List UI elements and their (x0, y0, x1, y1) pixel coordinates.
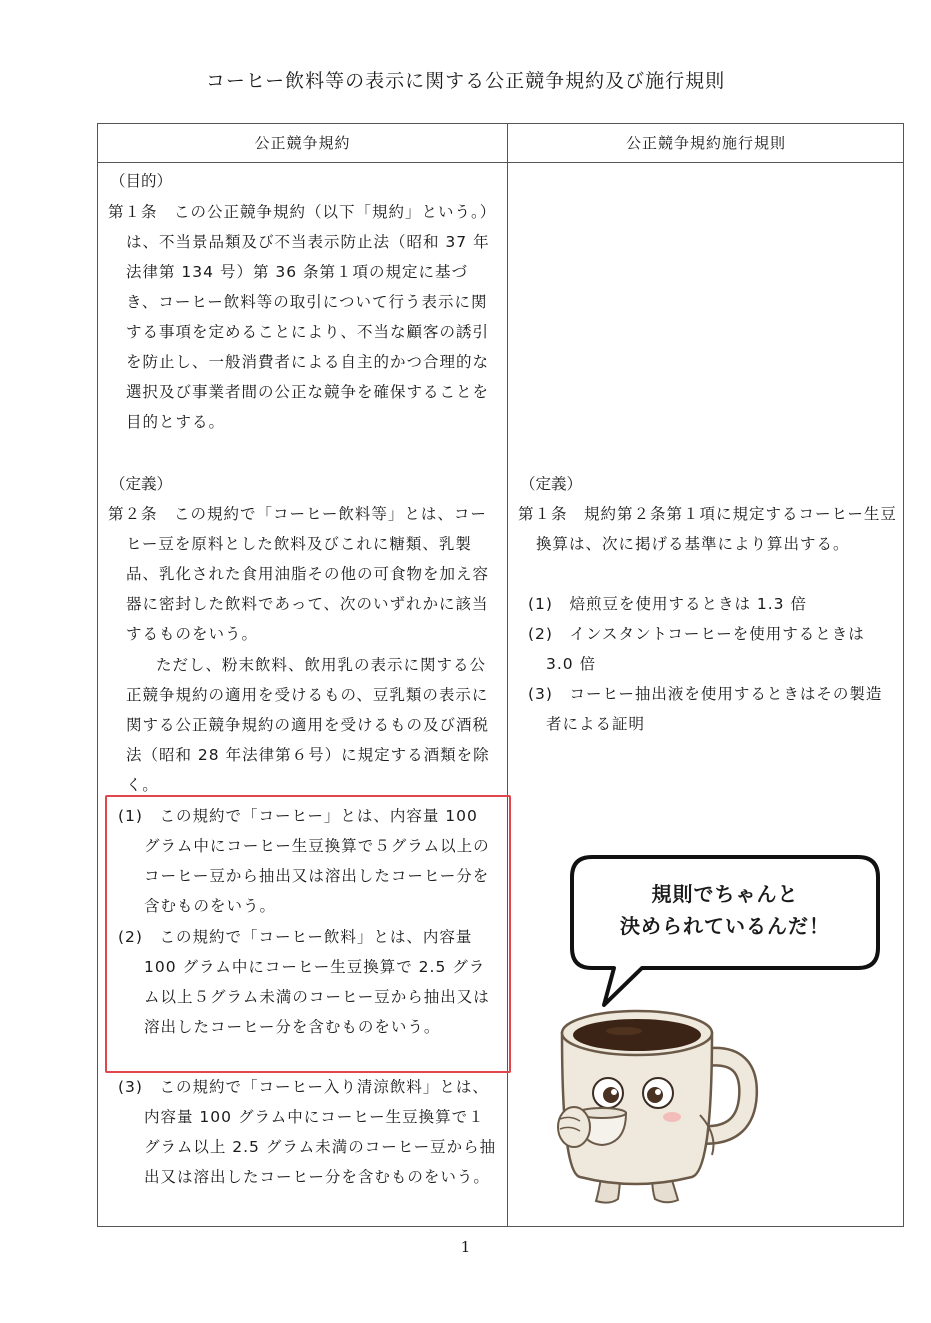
speech-bubble-text (570, 878, 880, 942)
left-article-1: 第１条 この公正競争規約（以下「規約」という。）は、不当景品類及び不当表示防止法（昭和 37 年法律第 134 号）第 36 条第１項の規定に基づき、コーヒー飲料等の取引について行う表示に関する事項を定めることにより、不当な顧客の誘引を防止し、一般消費者による自主的かつ合理的な選択及び事業者間の公正な競争を確保することを目的とする。 (108, 203, 497, 431)
left-definition-heading: （定義） (110, 475, 173, 493)
right-item-instant-coffee: (2) インスタントコーヒーを使用するときは 3.0 倍 (528, 625, 865, 673)
right-item-coffee-extract: (3) コーヒー抽出液を使用するときはその製造者による証明 (528, 685, 883, 733)
right-definition-heading: （定義） (520, 475, 583, 493)
left-article-2: 第２条 この規約で「コーヒー飲料等」とは、コーヒー豆を原料とした飲料及びこれに糖類、乳製品、乳化された食用油脂その他の可食物を加え容器に密封した飲料であって、次のいずれかに該当するものをいう。 (108, 505, 490, 643)
coffee-mug-mascot-icon (540, 995, 760, 1210)
left-column-header: 公正競争規約 (254, 134, 351, 152)
highlight-box (105, 795, 511, 1073)
item-coffee-definition: (1) この規約で「コーヒー」とは、内容量 100 グラム中にコーヒー生豆換算で５グラム以上のコーヒー豆から抽出又は溶出したコーヒー分を含むものをいう。 (118, 807, 490, 915)
right-column-header: 公正競争規約施行規則 (625, 134, 786, 152)
right-article-1: 第１条 規約第２条第１項に規定するコーヒー生豆換算は、次に掲げる基準により算出する。 (518, 505, 897, 553)
purpose-heading: （目的） (110, 172, 173, 190)
document-title: コーヒー飲料等の表示に関する公正競争規約及び施行規則 (205, 70, 726, 92)
left-article-2-proviso: ただし、粉末飲料、飲用乳の表示に関する公正競争規約の適用を受けるもの、豆乳類の表示に関する公正競争規約の適用を受けるもの及び酒税法（昭和 28 年法律第６号）に規定する酒類を除く。 (126, 656, 490, 794)
right-item-roasted-beans: (1) 焙煎豆を使用するときは 1.3 倍 (528, 595, 807, 613)
item-coffee-soft-drink-definition: (3) この規約で「コーヒー入り清涼飲料」とは、 内容量 100 グラム中にコーヒー生豆換算で１グラム以上 2.5 グラム未満のコーヒー豆から抽出又は溶出したコーヒー分を含むものをいう。 (118, 1078, 498, 1186)
speech-line-2: 決められているんだ！ (620, 914, 830, 938)
item-coffee-beverage-definition: (2) この規約で「コーヒー飲料」とは、内容量 100 グラム中にコーヒー生豆換算で 2.5 グラム以上５グラム未満のコーヒー豆から抽出又は溶出したコーヒー分を含むものをいう。 (118, 928, 490, 1036)
page-number: 1 (460, 1238, 471, 1256)
header-divider (98, 162, 903, 163)
speech-line-1: 規則でちゃんと (651, 882, 799, 906)
